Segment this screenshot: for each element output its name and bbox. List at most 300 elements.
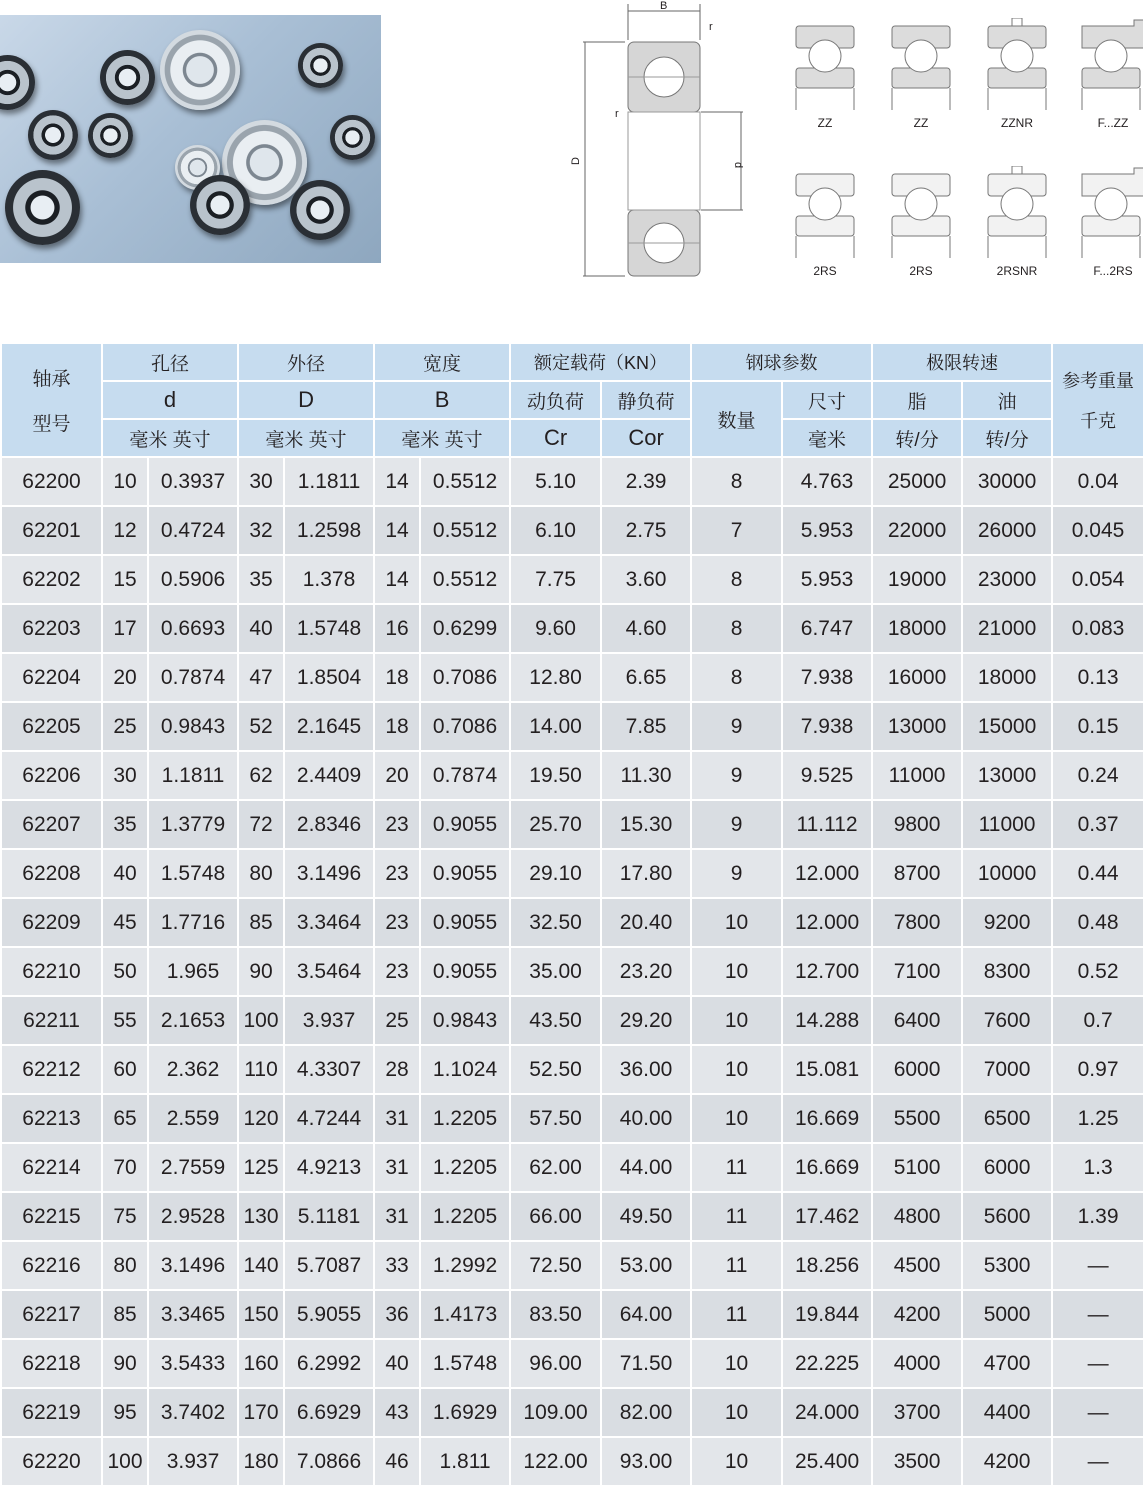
cell-model: 62206 [1, 751, 102, 800]
cell-static-load: 64.00 [601, 1290, 691, 1339]
cell-ball-size: 7.938 [782, 653, 872, 702]
cell-bore-in: 0.6693 [148, 604, 238, 653]
cell-outer-in: 1.5748 [284, 604, 374, 653]
seal-2rs-icon [792, 172, 858, 260]
cell-ball-count: 11 [691, 1241, 782, 1290]
cell-static-load: 82.00 [601, 1388, 691, 1437]
cell-ball-count: 8 [691, 604, 782, 653]
cell-bore-mm: 70 [102, 1143, 148, 1192]
cell-grease-speed: 7100 [872, 947, 962, 996]
seal-type-zznr [977, 18, 1057, 130]
table-row [1, 1143, 1143, 1192]
cell-bore-in: 2.559 [148, 1094, 238, 1143]
header-oil-unit: 转/分 [962, 419, 1052, 457]
cell-outer-mm: 110 [238, 1045, 284, 1094]
seal-label: 2RS [909, 264, 933, 278]
cell-outer-mm: 72 [238, 800, 284, 849]
cell-dynamic-load: 32.50 [510, 898, 601, 947]
cell-ball-size: 5.953 [782, 555, 872, 604]
cell-outer-mm: 62 [238, 751, 284, 800]
table-row [1, 1339, 1143, 1388]
cell-bore-mm: 90 [102, 1339, 148, 1388]
cell-ball-count: 8 [691, 653, 782, 702]
cell-oil-speed: 5300 [962, 1241, 1052, 1290]
cell-static-load: 15.30 [601, 800, 691, 849]
cell-dynamic-load: 57.50 [510, 1094, 601, 1143]
cell-outer-mm: 180 [238, 1437, 284, 1486]
cell-ball-size: 9.525 [782, 751, 872, 800]
cell-ball-size: 16.669 [782, 1143, 872, 1192]
cell-bore-in: 0.9843 [148, 702, 238, 751]
table-row [1, 1290, 1143, 1339]
cell-bore-in: 3.7402 [148, 1388, 238, 1437]
seal-label: F...ZZ [1097, 116, 1129, 130]
cell-weight: 0.52 [1052, 947, 1143, 996]
cell-grease-speed: 5500 [872, 1094, 962, 1143]
cell-model: 62220 [1, 1437, 102, 1486]
seal-label: ZZ [817, 116, 833, 130]
cell-oil-speed: 15000 [962, 702, 1052, 751]
cell-bore-in: 1.5748 [148, 849, 238, 898]
cell-static-load: 20.40 [601, 898, 691, 947]
cell-grease-speed: 7800 [872, 898, 962, 947]
cell-bore-mm: 50 [102, 947, 148, 996]
cell-outer-in: 1.1811 [284, 457, 374, 506]
cell-dynamic-load: 12.80 [510, 653, 601, 702]
cell-oil-speed: 13000 [962, 751, 1052, 800]
cell-weight: 0.44 [1052, 849, 1143, 898]
cell-static-load: 11.30 [601, 751, 691, 800]
cell-bore-in: 1.1811 [148, 751, 238, 800]
cell-width-mm: 20 [374, 751, 420, 800]
seal-label: F...2RS [1093, 264, 1133, 278]
cell-weight: 1.25 [1052, 1094, 1143, 1143]
table-row [1, 1094, 1143, 1143]
cell-model: 62219 [1, 1388, 102, 1437]
header-weight-label: 参考重量 [1062, 371, 1135, 391]
cell-outer-mm: 32 [238, 506, 284, 555]
bearing-image [298, 43, 343, 88]
cell-width-in: 1.4173 [420, 1290, 510, 1339]
cell-width-mm: 43 [374, 1388, 420, 1437]
cell-oil-speed: 4700 [962, 1339, 1052, 1388]
cell-weight: — [1052, 1241, 1143, 1290]
cell-grease-speed: 8700 [872, 849, 962, 898]
cell-grease-speed: 3700 [872, 1388, 962, 1437]
cell-model: 62211 [1, 996, 102, 1045]
cell-dynamic-load: 72.50 [510, 1241, 601, 1290]
cell-static-load: 29.20 [601, 996, 691, 1045]
header-width-units: 毫米 英寸 [374, 419, 510, 457]
cell-ball-count: 10 [691, 996, 782, 1045]
bearing-image [28, 110, 78, 160]
cell-grease-speed: 22000 [872, 506, 962, 555]
table-row [1, 702, 1143, 751]
cell-static-load: 49.50 [601, 1192, 691, 1241]
cell-outer-in: 4.9213 [284, 1143, 374, 1192]
cell-bore-in: 3.1496 [148, 1241, 238, 1290]
cell-model: 62207 [1, 800, 102, 849]
cell-static-load: 53.00 [601, 1241, 691, 1290]
header-ball-params: 钢球参数 [691, 343, 872, 381]
table-row [1, 751, 1143, 800]
cell-width-mm: 31 [374, 1192, 420, 1241]
cell-ball-size: 16.669 [782, 1094, 872, 1143]
cell-width-mm: 14 [374, 457, 420, 506]
cell-outer-mm: 30 [238, 457, 284, 506]
cell-oil-speed: 23000 [962, 555, 1052, 604]
cell-model: 62204 [1, 653, 102, 702]
seal-flanged-zz-icon [1078, 18, 1143, 112]
cell-weight: — [1052, 1339, 1143, 1388]
seal-type-zz [785, 24, 865, 130]
cell-model: 62216 [1, 1241, 102, 1290]
seal-label: ZZ [913, 116, 929, 130]
cell-outer-mm: 80 [238, 849, 284, 898]
cell-outer-in: 1.8504 [284, 653, 374, 702]
cell-ball-size: 12.000 [782, 898, 872, 947]
cell-bore-mm: 25 [102, 702, 148, 751]
cell-outer-in: 3.3464 [284, 898, 374, 947]
header-bore: 孔径 [102, 343, 238, 381]
cell-ball-count: 10 [691, 947, 782, 996]
cell-dynamic-load: 19.50 [510, 751, 601, 800]
bearing-spec-table [0, 342, 1143, 1487]
cell-bore-mm: 45 [102, 898, 148, 947]
cell-dynamic-load: 96.00 [510, 1339, 601, 1388]
cell-width-mm: 40 [374, 1339, 420, 1388]
cell-dynamic-load: 62.00 [510, 1143, 601, 1192]
dim-label-outer-diameter: D [570, 157, 582, 165]
cell-model: 62217 [1, 1290, 102, 1339]
cell-width-mm: 28 [374, 1045, 420, 1094]
cell-ball-size: 18.256 [782, 1241, 872, 1290]
cell-width-mm: 23 [374, 800, 420, 849]
cell-bore-in: 3.3465 [148, 1290, 238, 1339]
cell-ball-size: 6.747 [782, 604, 872, 653]
cell-oil-speed: 30000 [962, 457, 1052, 506]
cell-outer-in: 2.4409 [284, 751, 374, 800]
cell-bore-in: 0.7874 [148, 653, 238, 702]
cell-grease-speed: 11000 [872, 751, 962, 800]
cell-grease-speed: 13000 [872, 702, 962, 751]
cell-width-in: 1.2205 [420, 1192, 510, 1241]
cell-ball-size: 14.288 [782, 996, 872, 1045]
cell-grease-speed: 6000 [872, 1045, 962, 1094]
cell-dynamic-load: 52.50 [510, 1045, 601, 1094]
header-oil: 油 [962, 381, 1052, 419]
header-dynamic-load: 动负荷 [510, 381, 601, 419]
cell-outer-in: 5.1181 [284, 1192, 374, 1241]
cell-ball-count: 9 [691, 849, 782, 898]
cell-outer-mm: 125 [238, 1143, 284, 1192]
cell-weight: 0.48 [1052, 898, 1143, 947]
header-weight-unit: 千克 [1080, 411, 1117, 431]
dim-label-bore: d [732, 162, 744, 169]
cell-dynamic-load: 66.00 [510, 1192, 601, 1241]
cell-ball-size: 5.953 [782, 506, 872, 555]
header-speed-limit: 极限转速 [872, 343, 1052, 381]
cell-bore-mm: 35 [102, 800, 148, 849]
bearing-image [88, 113, 133, 158]
cell-dynamic-load: 122.00 [510, 1437, 601, 1486]
cell-outer-mm: 52 [238, 702, 284, 751]
cell-outer-mm: 90 [238, 947, 284, 996]
cell-model: 62212 [1, 1045, 102, 1094]
cell-ball-count: 10 [691, 1045, 782, 1094]
seal-zznr-icon [984, 18, 1050, 112]
bearing-image [5, 170, 80, 245]
cell-width-in: 0.5512 [420, 457, 510, 506]
cell-bore-mm: 55 [102, 996, 148, 1045]
cell-ball-size: 19.844 [782, 1290, 872, 1339]
cell-model: 62208 [1, 849, 102, 898]
cell-weight: 0.04 [1052, 457, 1143, 506]
cell-outer-in: 5.7087 [284, 1241, 374, 1290]
cell-model: 62201 [1, 506, 102, 555]
seal-type-2rsnr [977, 166, 1057, 278]
cell-bore-in: 1.965 [148, 947, 238, 996]
cell-grease-speed: 3500 [872, 1437, 962, 1486]
cell-outer-mm: 40 [238, 604, 284, 653]
table-row [1, 555, 1143, 604]
cell-bore-in: 1.7716 [148, 898, 238, 947]
seal-type-f-2rs [1073, 166, 1143, 278]
header-row-1 [1, 343, 1143, 381]
cell-static-load: 6.65 [601, 653, 691, 702]
cell-ball-count: 11 [691, 1143, 782, 1192]
seal-2rs-icon [888, 172, 954, 260]
seal-type-zz [881, 24, 961, 130]
cell-dynamic-load: 25.70 [510, 800, 601, 849]
cell-width-mm: 14 [374, 555, 420, 604]
cell-dynamic-load: 43.50 [510, 996, 601, 1045]
cell-weight: 0.045 [1052, 506, 1143, 555]
cell-model: 62209 [1, 898, 102, 947]
cell-width-in: 1.2205 [420, 1143, 510, 1192]
cell-static-load: 2.39 [601, 457, 691, 506]
cell-weight: 0.24 [1052, 751, 1143, 800]
cell-width-in: 0.7086 [420, 702, 510, 751]
cell-static-load: 23.20 [601, 947, 691, 996]
header-model-bottom: 型号 [32, 414, 71, 435]
header-outer-units: 毫米 英寸 [238, 419, 374, 457]
cell-model: 62218 [1, 1339, 102, 1388]
cell-oil-speed: 6500 [962, 1094, 1052, 1143]
cell-width-in: 0.9055 [420, 800, 510, 849]
cell-outer-in: 4.7244 [284, 1094, 374, 1143]
dim-label-r: r [709, 21, 713, 33]
table-row [1, 1045, 1143, 1094]
cell-outer-in: 5.9055 [284, 1290, 374, 1339]
table-row [1, 1388, 1143, 1437]
table-row [1, 506, 1143, 555]
cell-outer-in: 1.378 [284, 555, 374, 604]
cell-oil-speed: 9200 [962, 898, 1052, 947]
table-row [1, 898, 1143, 947]
cell-width-mm: 31 [374, 1143, 420, 1192]
cell-grease-speed: 25000 [872, 457, 962, 506]
cell-grease-speed: 9800 [872, 800, 962, 849]
table-row [1, 800, 1143, 849]
cell-weight: — [1052, 1437, 1143, 1486]
cell-bore-in: 3.5433 [148, 1339, 238, 1388]
cell-outer-mm: 140 [238, 1241, 284, 1290]
cell-ball-count: 9 [691, 702, 782, 751]
bearing-image [0, 55, 35, 110]
cell-ball-size: 24.000 [782, 1388, 872, 1437]
bearings-photo [0, 15, 381, 263]
header-model-top: 轴承 [32, 369, 71, 390]
bearing-image [160, 30, 240, 110]
seal-zz-icon [792, 24, 858, 112]
cell-bore-in: 2.362 [148, 1045, 238, 1094]
cell-ball-count: 9 [691, 800, 782, 849]
cell-model: 62210 [1, 947, 102, 996]
cell-bore-in: 2.1653 [148, 996, 238, 1045]
cell-dynamic-load: 9.60 [510, 604, 601, 653]
cell-outer-in: 3.5464 [284, 947, 374, 996]
cell-bore-mm: 17 [102, 604, 148, 653]
header-bore-units: 毫米 英寸 [102, 419, 238, 457]
seal-label: 2RSNR [996, 264, 1038, 278]
cell-oil-speed: 10000 [962, 849, 1052, 898]
cell-static-load: 93.00 [601, 1437, 691, 1486]
cell-static-load: 36.00 [601, 1045, 691, 1094]
cell-bore-mm: 10 [102, 457, 148, 506]
cell-outer-mm: 150 [238, 1290, 284, 1339]
cell-ball-size: 22.225 [782, 1339, 872, 1388]
cell-static-load: 44.00 [601, 1143, 691, 1192]
cell-width-in: 0.5512 [420, 555, 510, 604]
bearing-image [330, 115, 375, 160]
cell-width-in: 0.9055 [420, 947, 510, 996]
cell-dynamic-load: 6.10 [510, 506, 601, 555]
header-grease: 脂 [872, 381, 962, 419]
cell-width-mm: 25 [374, 996, 420, 1045]
cell-width-in: 1.1024 [420, 1045, 510, 1094]
cell-static-load: 3.60 [601, 555, 691, 604]
cell-weight: — [1052, 1388, 1143, 1437]
dim-label-r: r [615, 108, 619, 120]
cell-ball-size: 17.462 [782, 1192, 872, 1241]
seal-type-2rs [881, 172, 961, 278]
cell-bore-in: 1.3779 [148, 800, 238, 849]
cell-width-in: 1.6929 [420, 1388, 510, 1437]
cell-width-in: 1.811 [420, 1437, 510, 1486]
bearing-image [190, 175, 250, 235]
header-outer-symbol: D [238, 381, 374, 419]
cell-ball-size: 15.081 [782, 1045, 872, 1094]
bearing-image [290, 180, 350, 240]
cell-grease-speed: 4000 [872, 1339, 962, 1388]
table-row [1, 996, 1143, 1045]
cell-grease-speed: 19000 [872, 555, 962, 604]
header-static-load: 静负荷 [601, 381, 691, 419]
cell-bore-mm: 20 [102, 653, 148, 702]
cell-outer-in: 1.2598 [284, 506, 374, 555]
cell-bore-in: 0.3937 [148, 457, 238, 506]
cell-oil-speed: 6000 [962, 1143, 1052, 1192]
cell-oil-speed: 7600 [962, 996, 1052, 1045]
cell-width-mm: 14 [374, 506, 420, 555]
cell-bore-mm: 75 [102, 1192, 148, 1241]
cell-ball-count: 10 [691, 1388, 782, 1437]
cell-bore-in: 2.7559 [148, 1143, 238, 1192]
cell-oil-speed: 4200 [962, 1437, 1052, 1486]
cell-outer-in: 7.0866 [284, 1437, 374, 1486]
cell-dynamic-load: 5.10 [510, 457, 601, 506]
table-row [1, 947, 1143, 996]
cell-ball-size: 12.000 [782, 849, 872, 898]
header-ball-size-unit: 毫米 [782, 419, 872, 457]
cell-weight: — [1052, 1290, 1143, 1339]
cell-ball-size: 25.400 [782, 1437, 872, 1486]
table-row [1, 849, 1143, 898]
cell-bore-mm: 60 [102, 1045, 148, 1094]
cell-bore-mm: 30 [102, 751, 148, 800]
cell-width-in: 0.7086 [420, 653, 510, 702]
cell-weight: 0.37 [1052, 800, 1143, 849]
seal-label: ZZNR [1001, 116, 1033, 130]
cell-width-mm: 33 [374, 1241, 420, 1290]
cell-weight: 0.13 [1052, 653, 1143, 702]
dim-label-b: B [660, 0, 668, 12]
cell-dynamic-load: 7.75 [510, 555, 601, 604]
cell-ball-count: 10 [691, 1437, 782, 1486]
cell-ball-count: 7 [691, 506, 782, 555]
cell-bore-mm: 100 [102, 1437, 148, 1486]
cell-width-in: 0.9055 [420, 898, 510, 947]
cell-width-in: 0.9843 [420, 996, 510, 1045]
cell-outer-in: 3.937 [284, 996, 374, 1045]
cell-dynamic-load: 29.10 [510, 849, 601, 898]
cell-bore-mm: 95 [102, 1388, 148, 1437]
cell-ball-size: 12.700 [782, 947, 872, 996]
cell-ball-count: 8 [691, 555, 782, 604]
cell-ball-count: 10 [691, 898, 782, 947]
cell-static-load: 4.60 [601, 604, 691, 653]
cell-weight: 1.39 [1052, 1192, 1143, 1241]
cell-width-in: 1.2205 [420, 1094, 510, 1143]
cell-outer-in: 3.1496 [284, 849, 374, 898]
cell-weight: 0.15 [1052, 702, 1143, 751]
header-rated-load: 额定载荷（KN） [510, 343, 691, 381]
cell-oil-speed: 18000 [962, 653, 1052, 702]
cell-width-mm: 23 [374, 898, 420, 947]
cell-width-mm: 23 [374, 849, 420, 898]
seal-label: 2RS [813, 264, 837, 278]
cell-bore-in: 0.5906 [148, 555, 238, 604]
header-ball-size: 尺寸 [782, 381, 872, 419]
cell-model: 62200 [1, 457, 102, 506]
cell-bore-mm: 65 [102, 1094, 148, 1143]
cell-weight: 0.97 [1052, 1045, 1143, 1094]
cell-ball-size: 7.938 [782, 702, 872, 751]
cell-width-mm: 18 [374, 702, 420, 751]
cell-static-load: 7.85 [601, 702, 691, 751]
seal-types [780, 10, 1143, 280]
cell-dynamic-load: 14.00 [510, 702, 601, 751]
bearing-image [100, 50, 155, 105]
cell-weight: 0.083 [1052, 604, 1143, 653]
cell-ball-count: 9 [691, 751, 782, 800]
cell-model: 62214 [1, 1143, 102, 1192]
header-model [1, 343, 102, 457]
cell-width-in: 1.5748 [420, 1339, 510, 1388]
cell-model: 62205 [1, 702, 102, 751]
cell-dynamic-load: 35.00 [510, 947, 601, 996]
